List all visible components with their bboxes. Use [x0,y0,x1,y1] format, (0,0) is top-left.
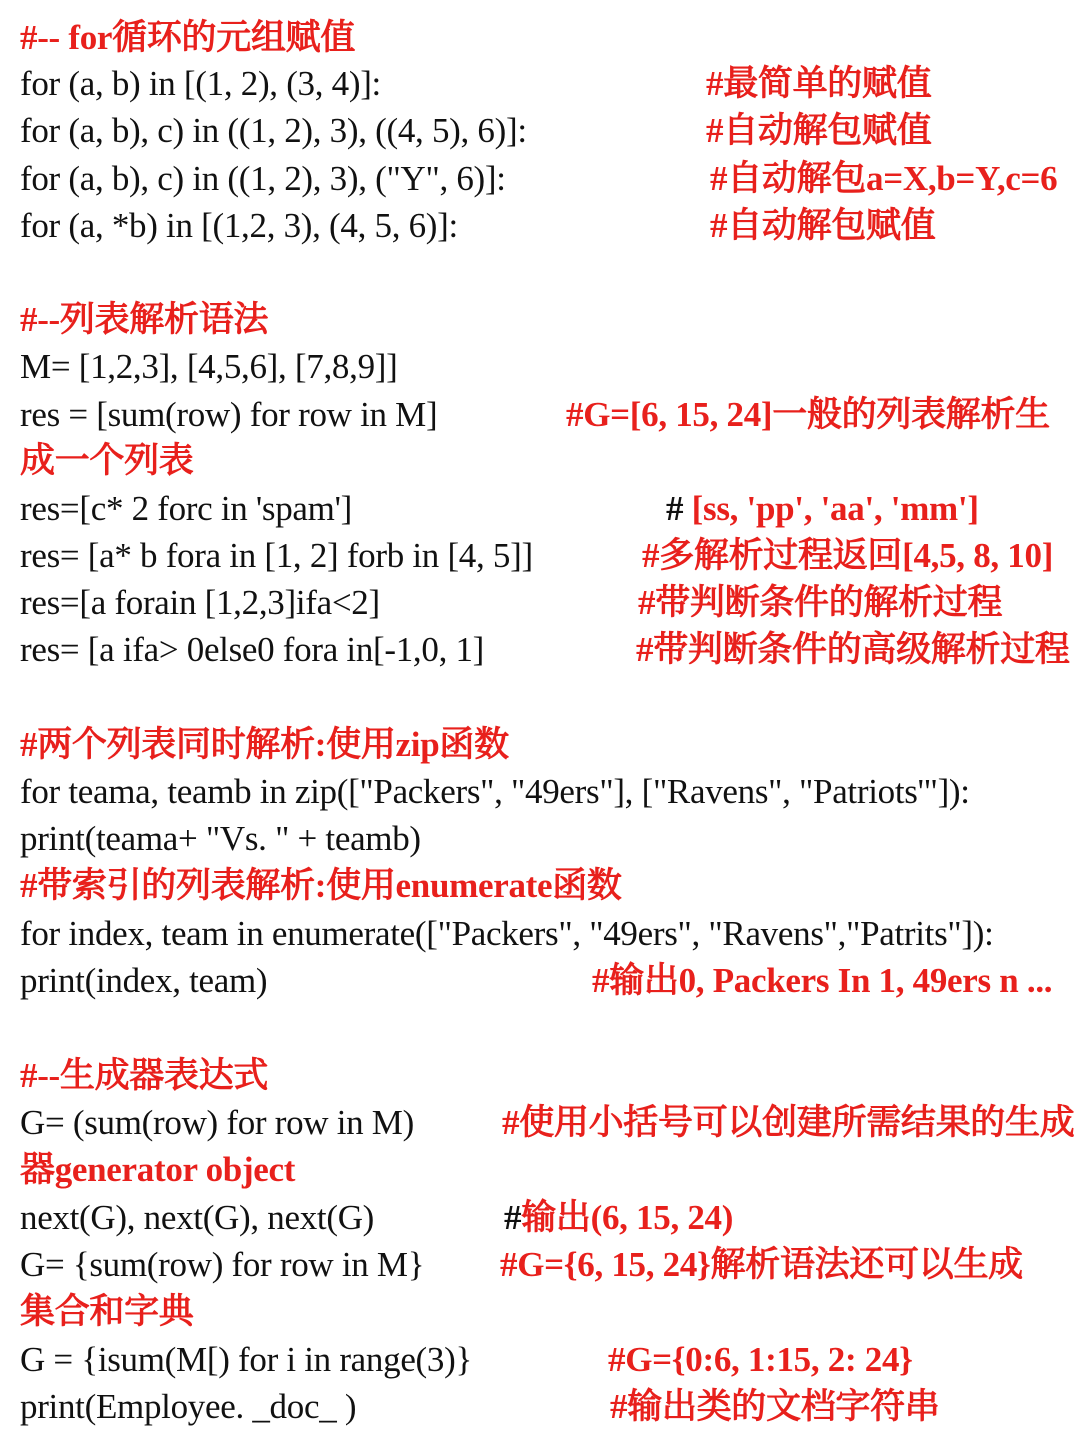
code-line: for teama, teamb in zip(["Packers", "49ers"], ["Ravens", "Patriots'"]): [20,772,970,811]
comment-text: [ss, 'pp', 'aa', 'mm'] [683,489,979,528]
code-line: print(teama+ "Vs. " + teamb) [20,819,421,858]
code-comment: #多解析过程返回[4,5, 8, 10] [642,536,1054,575]
section-heading-zip: #两个列表同时解析:使用zip函数 [20,725,509,764]
code-line: res = [sum(row) for row in M] [20,395,438,434]
code-line: for (a, b), c) in ((1, 2), 3), ("Y", 6)]: [20,159,506,198]
code-comment: #G={0:6, 1:15, 2: 24} [608,1340,913,1379]
code-line: res=[a forain [1,2,3]ifa<2] [20,583,380,622]
section-heading-enumerate: #带索引的列表解析:使用enumerate函数 [20,866,622,905]
code-line: G = {isum(M[) for i in range(3)} [20,1340,472,1379]
code-comment: #使用小括号可以创建所需结果的生成 [502,1103,1075,1142]
code-comment: #G=[6, 15, 24]一般的列表解析生 [566,395,1050,434]
comment-continuation: 器generator object [20,1150,296,1189]
code-line: res= [a* b fora in [1, 2] forb in [4, 5]] [20,536,533,575]
code-line: for (a, b), c) in ((1, 2), 3), ((4, 5), 6)]: [20,111,527,150]
comment-text: 输出(6, 15, 24) [521,1198,734,1237]
section-heading-list-comprehension: #--列表解析语法 [20,300,269,339]
code-line: print(Employee. _doc_ ) [20,1387,357,1426]
code-comment: #自动解包a=X,b=Y,c=6 [710,159,1058,198]
comment-continuation: 成一个列表 [20,441,194,480]
comment-continuation: 集合和字典 [20,1292,194,1331]
code-comment: #带判断条件的解析过程 [638,583,1003,622]
code-comment: #自动解包赋值 [706,111,932,150]
code-comment [666,485,979,533]
code-line: for index, team in enumerate(["Packers", "49ers", "Ravens","Patrits"]): [20,914,994,953]
code-comment: #最简单的赋值 [706,64,932,103]
comment-hash: # [666,489,684,528]
code-line: next(G), next(G), next(G) [20,1198,375,1237]
section-heading-tuple-assignment: #-- for循环的元组赋值 [20,18,356,57]
section-heading-generator: #--生成器表达式 [20,1056,269,1095]
code-comment: #带判断条件的高级解析过程 [636,630,1070,669]
code-line: for (a, *b) in [(1,2, 3), (4, 5, 6)]: [20,206,458,245]
code-comment: #输出0, Packers In 1, 49ers n ... [592,961,1053,1000]
code-line: G= {sum(row) for row in M} [20,1245,425,1284]
code-comment: #自动解包赋值 [710,206,936,245]
code-line: res=[c* 2 forc in 'spam'] [20,489,352,528]
code-line: res= [a ifa> 0else0 fora in[-1,0, 1] [20,630,485,669]
code-line: M= [1,2,3], [4,5,6], [7,8,9]] [20,347,398,386]
code-comment [504,1194,733,1242]
comment-hash: # [504,1198,522,1237]
code-line: print(index, team) [20,961,268,1000]
code-comment: #G={6, 15, 24}解析语法还可以生成 [500,1245,1023,1284]
code-line: G= (sum(row) for row in M) [20,1103,414,1142]
code-line: for (a, b) in [(1, 2), (3, 4)]: [20,64,381,103]
code-comment: #输出类的文档字符串 [610,1387,940,1426]
